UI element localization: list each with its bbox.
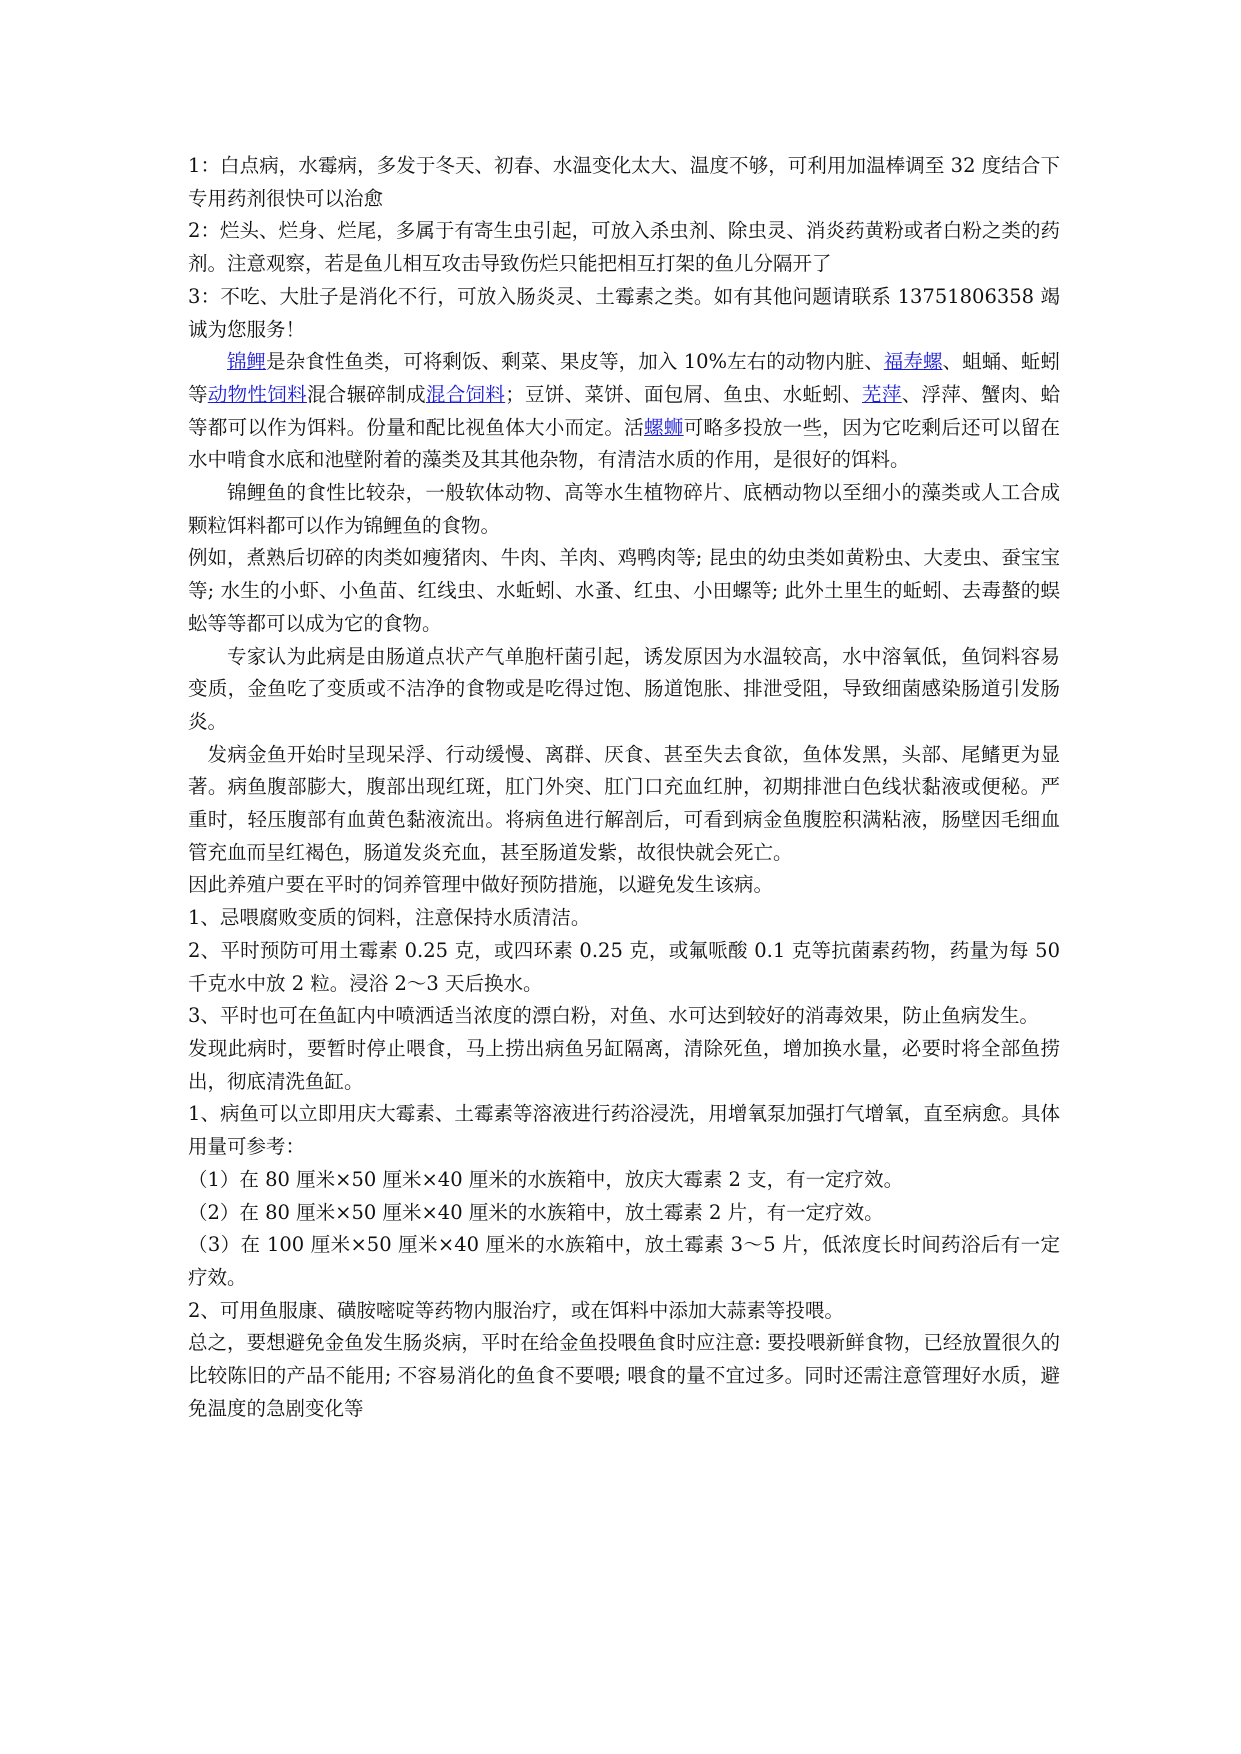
paragraph-dosage-3: （3）在 100 厘米×50 厘米×40 厘米的水族箱中，放土霉素 3～5 片，低浓度长时间药浴后有一定疗效。: [188, 1233, 1060, 1289]
paragraph-prevention-2: 2、平时预防可用土霉素 0.25 克，或四环素 0.25 克，或氟哌酸 0.1 克等抗菌素药物，药量为每 50 千克水中放 2 粒。浸浴 2～3 天后换水。: [188, 938, 1060, 995]
text-segment: 混合辗碎制成: [306, 382, 426, 406]
paragraph-dosage-1: （1）在 80 厘米×50 厘米×40 厘米的水族箱中，放庆大霉素 2 支，有一定疗效。: [188, 1167, 904, 1191]
paragraph-treatment-intro: 发现此病时，要暂时停止喂食，马上捞出病鱼另缸隔离，清除死鱼，增加换水量，必要时将全部鱼捞出，彻底清洗鱼缸。: [188, 1036, 1060, 1093]
paragraph-koi-diet: 锦鲤鱼的食性比较杂，一般软体动物、高等水生植物碎片、底栖动物以至细小的藻类或人工合成颗粒饵料都可以作为锦鲤鱼的食物。: [188, 481, 1060, 537]
paragraph-summary: 总之，要想避免金鱼发生肠炎病，平时在给金鱼投喂鱼食时应注意: 要投喂新鲜食物，已经放置很久的比较陈旧的产品不能用; 不容易消化的鱼食不要喂; 喂食的量不宜过多。同时还需注意管理好水质，避免温度的急剧变化等: [188, 1331, 1060, 1420]
document-body: [188, 150, 1060, 1425]
text-segment: ；豆饼、菜饼、面包屑、鱼虫、水蚯蚓、: [505, 382, 863, 406]
text-segment: 、浮萍、蟹肉、蛤等都可以作为饵料。份量和配比视鱼体大小而定。活: [188, 382, 1060, 439]
link-animal-feed[interactable]: 动物性饲料: [207, 382, 307, 406]
paragraph-rot: 2：烂头、烂身、烂尾，多属于有寄生虫引起，可放入杀虫剂、除虫灵、消炎药黄粉或者白粉之类的药剂。注意观察，若是鱼儿相互攻击导致伤烂只能把相互打架的鱼儿分隔开了: [188, 219, 1060, 276]
text-segment: 可略多投放一些，因为它吃剩后还可以留在水中啃食水底和池壁附着的藻类及其其他杂物，有清洁水质的作用，是很好的饵料。: [188, 415, 1060, 472]
paragraph-enteritis-cause: 专家认为此病是由肠道点状产气单胞杆菌引起，诱发原因为水温较高，水中溶氧低，鱼饲料容易变质，金鱼吃了变质或不洁净的食物或是吃得过饱、肠道饱胀、排泄受阻，导致细菌感染肠道引发肠炎。: [188, 644, 1060, 733]
paragraph-treatment-2: 2、可用鱼服康、磺胺嘧啶等药物内服治疗，或在饵料中添加大蒜素等投喂。: [188, 1298, 844, 1322]
paragraph-prevention-3: 3、平时也可在鱼缸内中喷洒适当浓度的漂白粉，对鱼、水可达到较好的消毒效果，防止鱼病发生。: [188, 1004, 1039, 1028]
paragraph-white-spot: 1：白点病，水霉病，多发于冬天、初春、水温变化太大、温度不够，可利用加温棒调至 32 度结合下专用药剂很快可以治愈: [188, 154, 1060, 210]
link-mixed-feed[interactable]: 混合饲料: [425, 382, 506, 406]
link-wolffia[interactable]: 芜萍: [862, 382, 902, 406]
paragraph-prevention-intro: 因此养殖户要在平时的饲养管理中做好预防措施，以避免发生该病。: [188, 873, 774, 897]
paragraph-koi-feeding: [188, 346, 1060, 477]
paragraph-prevention-1: 1、忌喂腐败变质的饲料，注意保持水质清洁。: [188, 906, 591, 930]
paragraph-dosage-2: （2）在 80 厘米×50 厘米×40 厘米的水族箱中，放土霉素 2 片，有一定疗效。: [188, 1200, 884, 1224]
paragraph-treatment-1: 1、病鱼可以立即用庆大霉素、土霉素等溶液进行药浴浸洗，用增氧泵加强打气增氧，直至病愈。具体用量可参考：: [188, 1102, 1060, 1159]
text-segment: 、蛆蛹、蚯蚓等: [188, 350, 1060, 406]
link-koi[interactable]: 锦鲤: [227, 350, 267, 374]
paragraph-symptoms: 发病金鱼开始时呈现呆浮、行动缓慢、离群、厌食、甚至失去食欲，鱼体发黑，头部、尾鳍更为显著。病鱼腹部膨大，腹部出现红斑，肛门外突、肛门口充血红肿，初期排泄白色线状黏液或便秘。严重时，轻压腹部有血黄色黏液流出。将病鱼进行解剖后，可看到病金鱼腹腔积满粘液，肠壁因毛细血管充血而呈红褐色，肠道发炎充血，甚至肠道发紫，故很快就会死亡。: [188, 742, 1060, 864]
link-river-snail[interactable]: 螺蛳: [643, 415, 684, 439]
paragraph-diet-examples: 例如，煮熟后切碎的肉类如瘦猪肉、牛肉、羊肉、鸡鸭肉等; 昆虫的幼虫类如黄粉虫、大麦虫、蚕宝宝等; 水生的小虾、小鱼苗、红线虫、水蚯蚓、水蚤、红虫、小田螺等; 此外土里生的蚯蚓、去毒螯的蜈蚣等等都可以成为它的食物。: [188, 546, 1060, 635]
link-apple-snail[interactable]: 福寿螺: [883, 350, 943, 374]
paragraph-contact: 3：不吃、大肚子是消化不行，可放入肠炎灵、土霉素之类。如有其他问题请联系 13751806358 竭诚为您服务！: [188, 284, 1060, 341]
text-segment: 是杂食性鱼类，可将剩饭、剩菜、果皮等，加入 10%左右的动物内脏、: [266, 350, 884, 374]
